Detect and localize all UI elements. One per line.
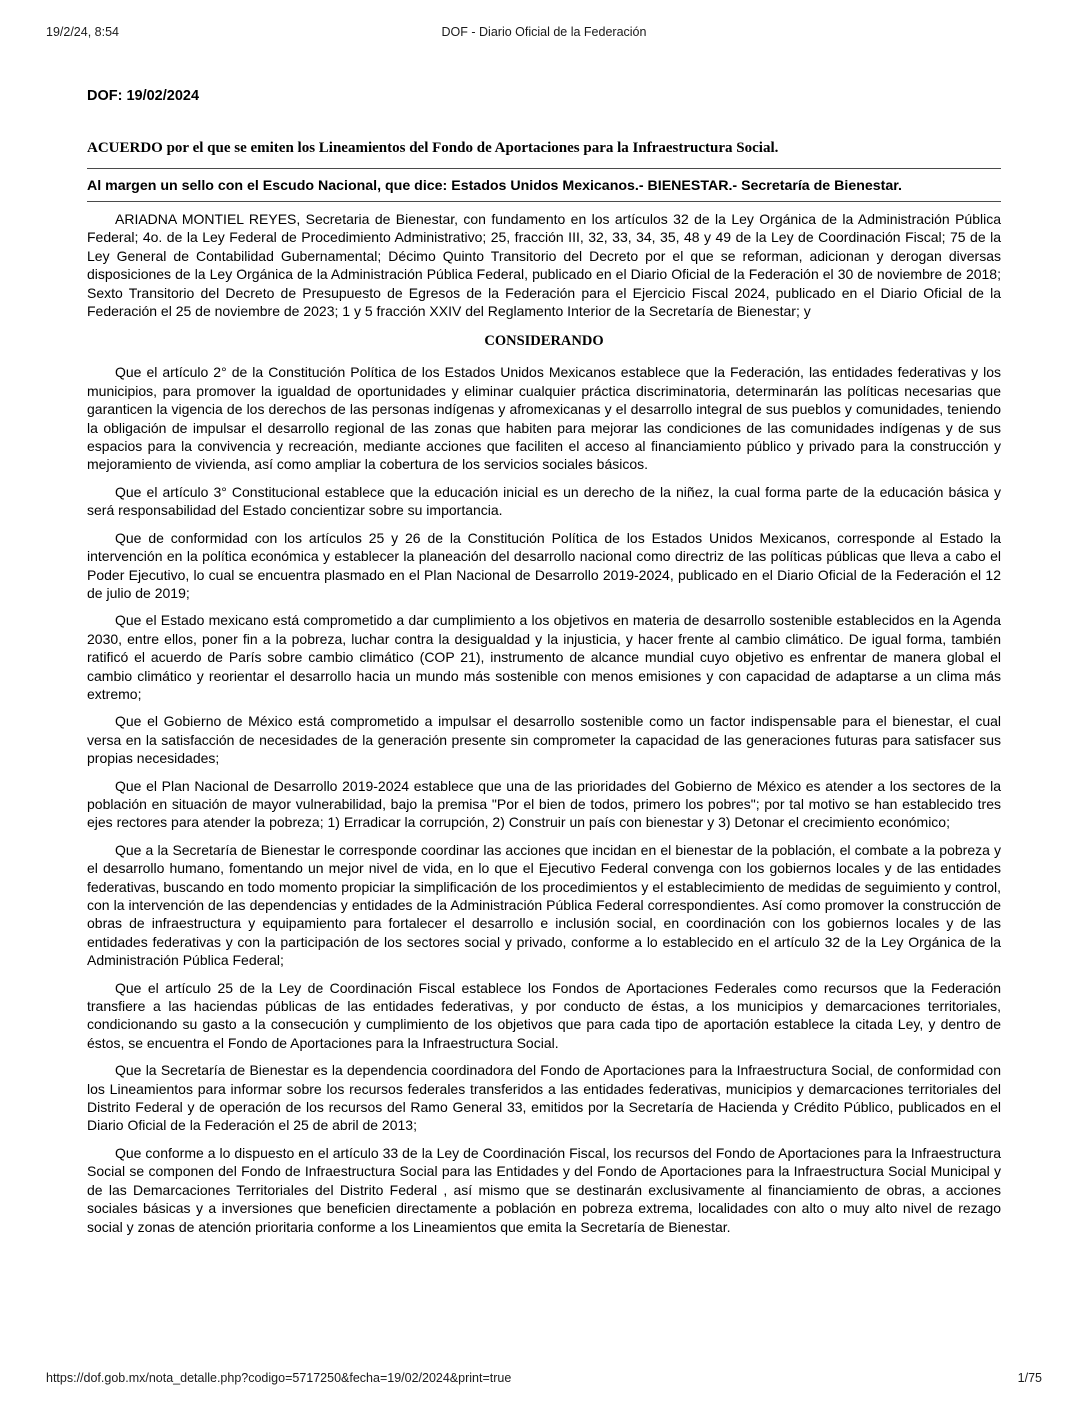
considerando-paragraph-10: Que conforme a lo dispuesto en el artículo 33 de la Ley de Coordinación Fiscal, los recursos del Fondo de Aportaciones para la Infraestructura Social se componen del Fondo de Infraestructura Social para las Entidades y del Fondo de Aportaciones para la Infraestructura Social Municipal y de las Demarcaciones Territoriales del Distrito Federal , así mismo que se destinarán exclusivamente al financiamiento de obras, a acciones sociales básicas y a inversiones que beneficien directamente a población en pobreza extrema, localidades con alto o muy alto nivel de rezago social y zonas de atención prioritaria conforme a los Lineamientos que emita la Secretaría de Bienestar. bbox=[87, 1144, 1001, 1235]
print-footer bbox=[44, 1369, 1044, 1385]
considerando-paragraph-6: Que el Plan Nacional de Desarrollo 2019-2024 establece que una de las prioridades del Gobierno de México es atender a los sectores de la población en situación de mayor vulnerabilidad, bajo la premisa "Por el bien de todos, primero los pobres"; por tal motivo se han establecido tres ejes rectores para atender la pobreza; 1) Erradicar la corrupción, 2) Construir un país con bienestar y 3) Detonar el crecimiento económico; bbox=[87, 777, 1001, 831]
considerando-paragraph-2: Que el artículo 3° Constitucional establece que la educación inicial es un derecho de la niñez, la cual forma parte de la educación básica y será responsabilidad del Estado concientizar sobre su importancia. bbox=[87, 483, 1001, 519]
document-title: ACUERDO por el que se emiten los Lineamientos del Fondo de Aportaciones para la Infraestructura Social. bbox=[87, 140, 1001, 169]
considerando-paragraph-4: Que el Estado mexicano está comprometido a dar cumplimiento a los objetivos en materia de desarrollo sostenible establecidos en la Agenda 2030, entre ellos, poner fin a la pobreza, luchar contra la desigualdad y la injusticia, y hacer frente al cambio climático. De igual forma, también ratificó el acuerdo de París sobre cambio climático (COP 21), instrumento de alcance mundial cuyo objetivo es enfrentar de manera global el cambio climático y reorientar el desarrollo hacia un mundo más sostenible con menos emisiones y con capacidad de adaptarse a un clima más extremo; bbox=[87, 612, 1001, 702]
dof-date: DOF: 19/02/2024 bbox=[87, 88, 200, 104]
considerando-paragraph-5: Que el Gobierno de México está comprometido a impulsar el desarrollo sostenible como un factor indispensable para el bienestar, el cual versa en la satisfacción de necesidades de la generación presente sin comprometer la capacidad de las generaciones futuras para satisfacer sus propias necesidades; bbox=[87, 713, 1001, 767]
print-header bbox=[44, 25, 1044, 43]
considerando-paragraph-3: Que de conformidad con los artículos 25 y 26 de la Constitución Política de los Estados Unidos Mexicanos, corresponde al Estado la intervención en la política económica y establecer la planeación del desarrollo nacional como directriz de las políticas públicas que lleva a cabo el Poder Ejecutivo, lo cual se encuentra plasmado en el Plan Nacional de Desarrollo 2019-2024, publicado en el Diario Oficial de la Federación el 12 de julio de 2019; bbox=[87, 529, 1001, 601]
considerando-paragraph-1: Que el artículo 2° de la Constitución Política de los Estados Unidos Mexicanos establece que la Federación, las entidades federativas y los municipios, para promover la igualdad de oportunidades y eliminar cualquier práctica discriminatoria, determinarán las políticas necesarias que garanticen la vigencia de los derechos de las personas indígenas y afromexicanas y el desarrollo integral de sus pueblos y comunidades, teniendo la obligación de impulsar el desarrollo regional de las zonas que habiten para mejorar las condiciones de las comunidades indígenas y de sus espacios para la convivencia y recreación, mediante acciones que faciliten el acceso al financiamiento público y privado para la construcción y mejoramiento de vivienda, así como ampliar la cobertura de los servicios sociales básicos. bbox=[87, 364, 1001, 473]
considerando-paragraph-7: Que a la Secretaría de Bienestar le corresponde coordinar las acciones que incidan en el bienestar de la población, el combate a la pobreza y el desarrollo humano, fomentando un mejor nivel de vida, en lo que el Ejecutivo Federal convenga con los gobiernos locales y de las entidades federativas, buscando en todo momento propiciar la simplificación de los procedimientos y el establecimiento de medidas de seguimiento y control, con la intervención de las dependencias y entidades de la Administración Pública Federal correspondientes. Así como promover la construcción de obras de infraestructura y equipamiento para fortalecer el desarrollo e inclusión social, en coordinación con los gobiernos locales y de las entidades federativas y con la participación de los sectores social y privado, conforme a lo establecido en el artículo 32 de la Ley Orgánica de la Administración Pública Federal; bbox=[87, 841, 1001, 969]
document-body bbox=[87, 88, 1001, 1245]
margin-note: Al margen un sello con el Escudo Nacional, que dice: Estados Unidos Mexicanos.- BIENESTAR.- Secretaría de Bienestar. bbox=[87, 169, 1001, 202]
page-indicator: 1/75 bbox=[1017, 1371, 1042, 1385]
print-header-title: DOF - Diario Oficial de la Federación bbox=[441, 25, 647, 39]
print-footer-url: https://dof.gob.mx/nota_detalle.php?codigo=5717250&fecha=19/02/2024&print=true bbox=[46, 1371, 512, 1385]
considerando-paragraph-9: Que la Secretaría de Bienestar es la dependencia coordinadora del Fondo de Aportaciones para la Infraestructura Social, de conformidad con los Lineamientos para informar sobre los recursos federales transferidos a las entidades federativas, municipios y demarcaciones territoriales del Distrito Federal y de operación de los recursos del Ramo General 33, emitidos por la Secretaría de Hacienda y Crédito Público, publicados en el Diario Oficial de la Federación el 25 de abril de 2013; bbox=[87, 1062, 1001, 1134]
considerando-heading: CONSIDERANDO bbox=[484, 333, 604, 350]
print-datetime: 19/2/24, 8:54 bbox=[46, 25, 119, 39]
intro-paragraph: ARIADNA MONTIEL REYES, Secretaria de Bienestar, con fundamento en los artículos 32 de la Ley Orgánica de la Administración Pública Federal; 4o. de la Ley Federal de Procedimiento Administrativo; 25, fracción III, 32, 33, 34, 35, 48 y 49 de la Ley de Coordinación Fiscal; 75 de la Ley General de Contabilidad Gubernamental; Décimo Quinto Transitorio del Decreto por el que se reforman, adicionan y derogan diversas disposiciones de la Ley Orgánica de la Administración Pública Federal, publicado en el Diario Oficial de la Federación el 30 de noviembre de 2018; Sexto Transitorio del Decreto de Presupuesto de Egresos de la Federación para el Ejercicio Fiscal 2024, publicado en el Diario Oficial de la Federación el 25 de noviembre de 2023; 1 y 5 fracción XXIV del Reglamento Interior de la Secretaría de Bienestar; y bbox=[87, 211, 1001, 320]
considerando-paragraph-8: Que el artículo 25 de la Ley de Coordinación Fiscal establece los Fondos de Aportaciones Federales como recursos que la Federación transfiere a las haciendas públicas de las entidades federativas, y por conducto de éstas, a los municipios y demarcaciones territoriales, condicionando su gasto a la consecución y cumplimiento de los objetivos que para cada tipo de aportación establece la citada Ley, y dentro de éstos, se encuentra el Fondo de Aportaciones para la Infraestructura Social. bbox=[87, 979, 1001, 1051]
